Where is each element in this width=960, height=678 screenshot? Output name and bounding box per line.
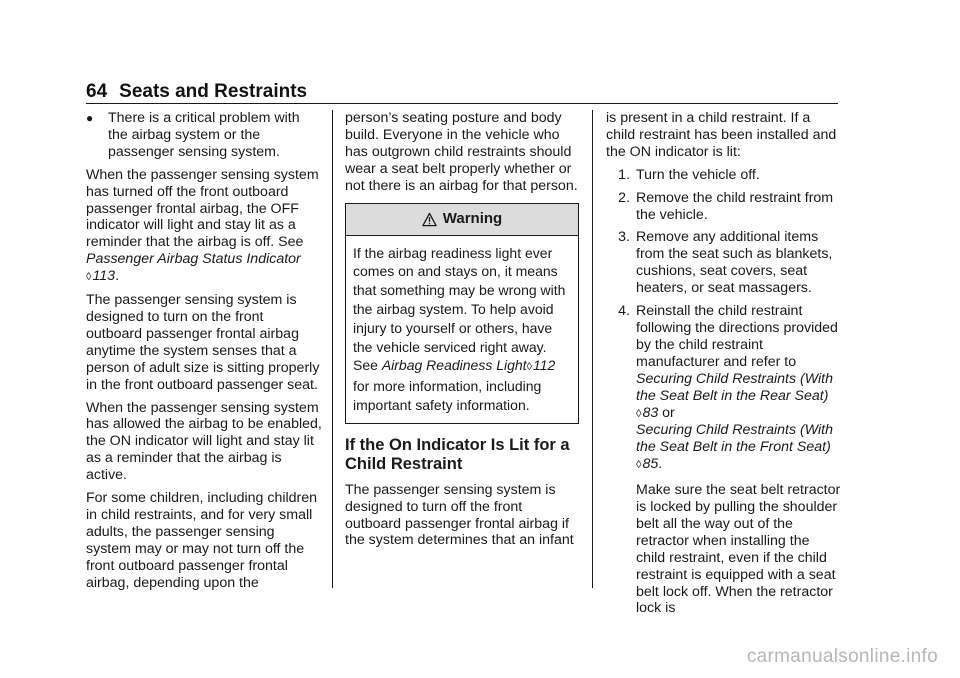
bullet-text: There is a critical problem with the airbag system or the passenger sensing system. [108, 110, 300, 160]
paragraph-intro: is present in a child restraint. If a child restraint has been installed and the ON indicator is lit: [606, 110, 837, 160]
paragraph-seating-posture: person’s seating posture and body build. Everyone in the vehicle who has outgrown child restraints should wear a seat belt properly whether or not there is an airbag for that person. [345, 110, 578, 194]
page-ref-icon: ◊ [526, 361, 533, 374]
watermark: carmanualsonline.info [746, 646, 938, 667]
paragraph-infant-detection: The passenger sensing system is designed to turn off the front outboard passenger frontal airbag if the system determines that an infant [345, 481, 574, 549]
page-ref-83[interactable]: 83 [642, 404, 659, 421]
link-airbag-readiness-light[interactable]: Airbag Readiness Light [381, 357, 527, 374]
page-ref-icon: ◊ [636, 459, 642, 472]
step-text: Turn the vehicle off. [636, 166, 760, 183]
warning-body: If the airbag readiness light ever comes on and stays on, it means that something may be wrong with the airbag system. To help avoid injury to yourself or others, have the vehicle serviced right away. See Airbag Readiness Light◊112 for more information, including important safety information. [353, 244, 566, 413]
page-ref-icon: ◊ [636, 407, 642, 420]
paragraph-off-indicator: When the passenger sensing system has turned off the front outboard passenger frontal airbag, the OFF indicator will light and stay lit as a reminder that the airbag is off. See Passenger Airbag Status Indicator ◊113. [86, 166, 319, 285]
list-item [606, 167, 841, 184]
column-3 [606, 110, 841, 627]
list-item [606, 303, 841, 621]
page-ref-113[interactable]: 113 [92, 268, 116, 285]
paragraph-on-indicator: When the passenger sensing system has allowed the airbag to be enabled, the ON indicator will light and stay lit as a reminder that the airbag is active. [86, 399, 322, 484]
column-divider-2 [592, 110, 593, 588]
paragraph-sensing-on: The passenger sensing system is designed to turn on the front outboard passenger frontal airbag anytime the system senses that a person of adult size is sitting properly in the front outboard passenger seat. [86, 292, 320, 393]
page-header [86, 81, 307, 103]
warning-header [346, 204, 578, 236]
page-ref-112[interactable]: 112 [533, 357, 556, 374]
paragraph-small-adults: For some children, including children in child restraints, and for very small adults, the passenger sensing system may or may not turn off the front outboard passenger frontal airbag, depending upon the [86, 490, 318, 591]
page-ref-icon: ◊ [86, 271, 92, 284]
step-text: Reinstall the child restraint following the directions provided by the child restraint manufacturer and refer to Securing Child Restraints (With the Seat Belt in the Rear Seat) ◊83 or Securing Child Restraints (With the Seat Belt in the Front Seat) ◊85. Make sure the seat belt retractor is locked by pulling the shoulder belt all the way out of the retractor when installing the child restraint, even if the child restraint is equipped with a seat belt lock off. When the retractor lock is [636, 303, 841, 617]
step-number: 1. [618, 166, 630, 183]
warning-icon [422, 212, 437, 227]
column-2 [345, 110, 581, 555]
bullet-icon: ● [86, 111, 94, 125]
step-number: 2. [618, 189, 630, 206]
header-rule [86, 103, 838, 104]
link-securing-child-restraints-front[interactable]: Securing Child Restraints (With the Seat Belt in the Front Seat) [636, 422, 833, 456]
column-1 [86, 110, 322, 597]
step-number: 4. [618, 303, 630, 320]
column-divider-1 [332, 110, 333, 588]
page-number: 64 [86, 81, 108, 102]
page-ref-85[interactable]: 85 [642, 456, 659, 473]
steps-list [606, 167, 841, 622]
section-heading: If the On Indicator Is Lit for a Child Restraint [345, 435, 570, 473]
list-item [606, 190, 841, 224]
step-text: Remove the child restraint from the vehicle. [636, 189, 834, 223]
warning-box [345, 203, 579, 424]
bullet-item [86, 110, 322, 161]
step-number: 3. [618, 229, 630, 246]
list-item [606, 229, 841, 297]
section-title: Seats and Restraints [119, 81, 308, 102]
step-text: Remove any additional items from the seat such as blankets, cushions, seat covers, seat heaters, or seat massagers. [636, 229, 833, 297]
link-passenger-airbag-status-indicator[interactable]: Passenger Airbag Status Indicator [86, 251, 301, 268]
link-securing-child-restraints-rear[interactable]: Securing Child Restraints (With the Seat Belt in the Rear Seat) [636, 370, 833, 404]
warning-title: Warning [442, 209, 503, 227]
paragraph-retractor: Make sure the seat belt retractor is locked by pulling the shoulder belt all the way out of the retractor when installing the child restraint, even if the child restraint is equipped with a seat belt lock off. When the retractor lock is [636, 482, 841, 617]
